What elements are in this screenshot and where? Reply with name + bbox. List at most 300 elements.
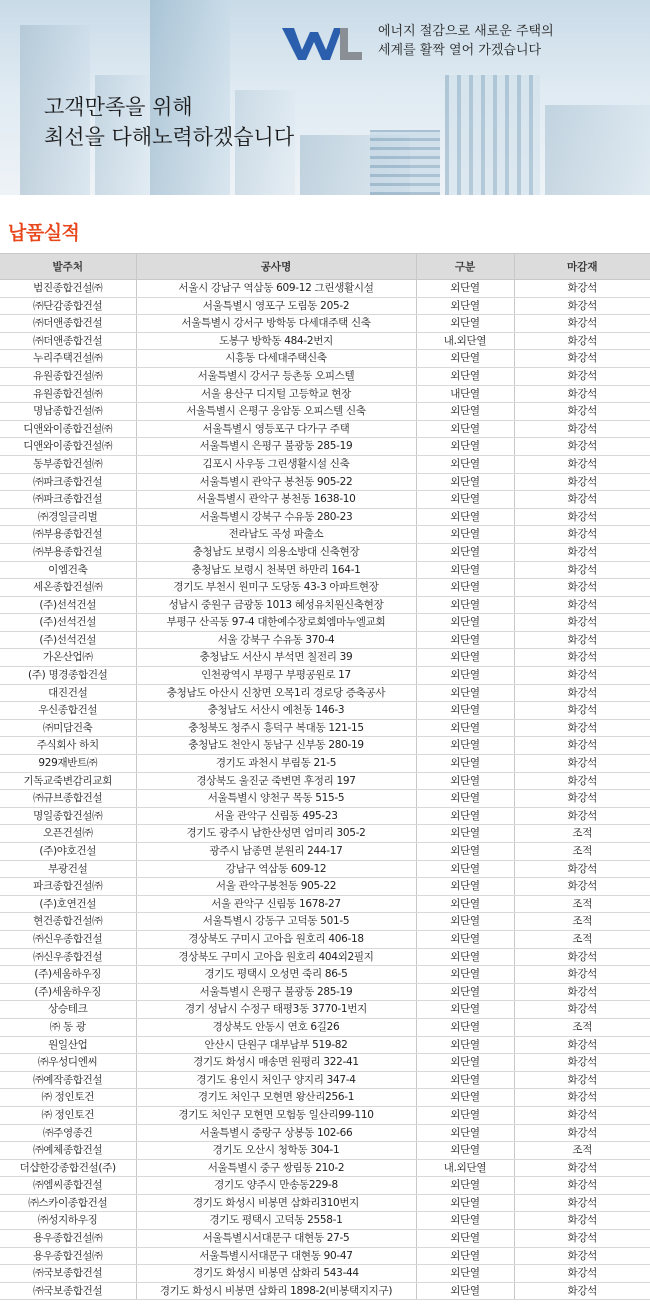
cell-project: 부평구 산곡동 97-4 대한예수장로회엠마누엘교회	[136, 614, 416, 632]
table-row	[0, 684, 650, 702]
cell-project: 서울특별시 강동구 고덕동 501-5	[136, 913, 416, 931]
table-row	[0, 526, 650, 544]
table-row	[0, 1282, 650, 1300]
cell-type: 외단열	[416, 1001, 514, 1019]
cell-type: 내.외단열	[416, 332, 514, 350]
cell-project: 강남구 역삼동 609-12	[136, 860, 416, 878]
cell-project: 경기도 처인구 모현면 왕산리256-1	[136, 1089, 416, 1107]
cell-type: 외단열	[416, 667, 514, 685]
cell-client: ㈜국보종합건설	[0, 1265, 136, 1283]
table-row	[0, 350, 650, 368]
cell-finish: 조적	[514, 913, 650, 931]
cell-type: 외단열	[416, 1177, 514, 1195]
table-row	[0, 1054, 650, 1072]
cell-project: 김포시 사우동 그린생활시설 신축	[136, 455, 416, 473]
cell-finish: 화강석	[514, 455, 650, 473]
cell-client: 기독교죽변감리교회	[0, 772, 136, 790]
table-body	[0, 280, 650, 1300]
building-graphic	[545, 105, 650, 195]
table-row	[0, 930, 650, 948]
table-row	[0, 878, 650, 896]
banner-slogan	[44, 92, 294, 152]
cell-finish: 조적	[514, 843, 650, 861]
cell-project: 서울특별시 은평구 불광동 285-19	[136, 983, 416, 1001]
cell-client: (주)세움하우징	[0, 966, 136, 984]
cell-client: ㈜파크종합건설	[0, 473, 136, 491]
cell-type: 외단열	[416, 930, 514, 948]
table-row	[0, 948, 650, 966]
delivery-record-table	[0, 253, 650, 1300]
cell-client: 부광건설	[0, 860, 136, 878]
cell-client: 이엠건축	[0, 561, 136, 579]
cell-type: 외단열	[416, 895, 514, 913]
cell-project: 경상북도 안동시 연호 6길26	[136, 1018, 416, 1036]
cell-finish: 화강석	[514, 491, 650, 509]
cell-type: 외단열	[416, 1106, 514, 1124]
slogan-line-2: 최선을 다해노력하겠습니다	[44, 125, 295, 149]
cell-project: 충청남도 아산시 신창면 오목1리 경로당 증축공사	[136, 684, 416, 702]
table-row	[0, 825, 650, 843]
tagline-line-1: 에너지 절감으로 새로운 주택의	[378, 24, 554, 39]
cell-finish: 화강석	[514, 702, 650, 720]
cell-finish: 조적	[514, 1018, 650, 1036]
cell-client: ㈜예작종합건설	[0, 1071, 136, 1089]
cell-project: 경기도 광주시 남한산성면 엄미리 305-2	[136, 825, 416, 843]
cell-finish: 화강석	[514, 438, 650, 456]
section-title: 납품실적	[8, 222, 80, 244]
cell-project: 서울특별시 중구 쌍림동 210-2	[136, 1159, 416, 1177]
cell-finish: 화강석	[514, 280, 650, 298]
table-row	[0, 755, 650, 773]
table-row	[0, 1036, 650, 1054]
cell-client: ㈜우성디엔씨	[0, 1054, 136, 1072]
table-row	[0, 667, 650, 685]
cell-project: 충청남도 천안시 동남구 신부동 280-19	[136, 737, 416, 755]
cell-type: 외단열	[416, 790, 514, 808]
table-row	[0, 913, 650, 931]
cell-type: 외단열	[416, 702, 514, 720]
cell-client: 디앤와이종합건설㈜	[0, 438, 136, 456]
cell-client: 범진종합건설㈜	[0, 280, 136, 298]
table-row	[0, 420, 650, 438]
cell-finish: 화강석	[514, 737, 650, 755]
table-row	[0, 860, 650, 878]
table-row	[0, 315, 650, 333]
table-row	[0, 1124, 650, 1142]
cell-project: 경기도 평택시 고덕동 2558-1	[136, 1212, 416, 1230]
cell-client: ㈜경일글리벌	[0, 508, 136, 526]
cell-finish: 화강석	[514, 860, 650, 878]
column-header-client: 발주처	[0, 254, 136, 280]
table-row	[0, 1071, 650, 1089]
table-row	[0, 403, 650, 421]
table-row	[0, 1159, 650, 1177]
cell-finish: 화강석	[514, 807, 650, 825]
cell-type: 외단열	[416, 1282, 514, 1300]
cell-project: 충청남도 보령시 천북면 하만리 164-1	[136, 561, 416, 579]
cell-type: 외단열	[416, 543, 514, 561]
cell-finish: 조적	[514, 930, 650, 948]
cell-type: 외단열	[416, 579, 514, 597]
table-row	[0, 649, 650, 667]
cell-project: 충청북도 청주시 흥덕구 복대동 121-15	[136, 719, 416, 737]
cell-client: ㈜파크종합건설	[0, 491, 136, 509]
company-logo	[280, 22, 362, 64]
cell-project: 경기도 오산시 청학동 304-1	[136, 1142, 416, 1160]
cell-finish: 화강석	[514, 983, 650, 1001]
cell-finish: 화강석	[514, 772, 650, 790]
table-row	[0, 790, 650, 808]
cell-client: (주)선석건설	[0, 614, 136, 632]
cell-client: ㈜더앤종합건설	[0, 315, 136, 333]
cell-project: 충청남도 서산시 부석면 칠전리 39	[136, 649, 416, 667]
table-row	[0, 1106, 650, 1124]
cell-project: 서울 관악구봉천동 905-22	[136, 878, 416, 896]
cell-finish: 화강석	[514, 614, 650, 632]
cell-finish: 화강석	[514, 1212, 650, 1230]
cell-finish: 화강석	[514, 1159, 650, 1177]
cell-finish: 화강석	[514, 508, 650, 526]
company-tagline	[378, 22, 554, 60]
cell-finish: 화강석	[514, 631, 650, 649]
hero-banner	[0, 0, 650, 195]
table-row	[0, 1194, 650, 1212]
cell-finish: 화강석	[514, 403, 650, 421]
cell-finish: 화강석	[514, 684, 650, 702]
cell-client: (주)선석건설	[0, 631, 136, 649]
cell-project: 충청남도 서산시 예천동 146-3	[136, 702, 416, 720]
table-row	[0, 966, 650, 984]
table-row	[0, 1212, 650, 1230]
cell-project: 서울 강북구 수유동 370-4	[136, 631, 416, 649]
cell-type: 외단열	[416, 561, 514, 579]
table-row	[0, 1018, 650, 1036]
table-row	[0, 1247, 650, 1265]
cell-finish: 화강석	[514, 297, 650, 315]
cell-client: ㈜부용종합건설	[0, 526, 136, 544]
cell-type: 외단열	[416, 860, 514, 878]
cell-client: ㈜부용종합건설	[0, 543, 136, 561]
cell-type: 외단열	[416, 280, 514, 298]
cell-type: 외단열	[416, 825, 514, 843]
cell-project: 충청남도 보령시 의용소방대 신축현장	[136, 543, 416, 561]
cell-type: 외단열	[416, 297, 514, 315]
cell-finish: 화강석	[514, 579, 650, 597]
cell-client: 파크종합건설㈜	[0, 878, 136, 896]
cell-finish: 화강석	[514, 755, 650, 773]
table-row	[0, 579, 650, 597]
cell-client: 유원종합건설㈜	[0, 385, 136, 403]
cell-project: 광주시 남종면 분원리 244-17	[136, 843, 416, 861]
cell-project: 경기도 화성시 비봉면 삼화리 1898-2(비봉택지지구)	[136, 1282, 416, 1300]
cell-project: 서울특별시 은평구 응암동 오피스텔 신축	[136, 403, 416, 421]
cell-finish: 화강석	[514, 878, 650, 896]
cell-type: 외단열	[416, 1142, 514, 1160]
cell-finish: 화강석	[514, 790, 650, 808]
cell-finish: 화강석	[514, 473, 650, 491]
cell-project: 경기도 부천시 원미구 도당동 43-3 아파트현장	[136, 579, 416, 597]
cell-project: 서울특별시 강북구 수유동 280-23	[136, 508, 416, 526]
cell-type: 외단열	[416, 719, 514, 737]
cell-project: 경상북도 구미시 고아읍 원호리 404외2필지	[136, 948, 416, 966]
cell-type: 외단열	[416, 1089, 514, 1107]
cell-type: 외단열	[416, 455, 514, 473]
cell-type: 외단열	[416, 755, 514, 773]
cell-finish: 화강석	[514, 1230, 650, 1248]
table-row	[0, 385, 650, 403]
cell-project: 시흥동 다세대주택신축	[136, 350, 416, 368]
cell-finish: 화강석	[514, 966, 650, 984]
column-header-project: 공사명	[136, 254, 416, 280]
table-row	[0, 561, 650, 579]
cell-finish: 화강석	[514, 315, 650, 333]
cell-project: 경기도 용인시 처인구 양지리 347-4	[136, 1071, 416, 1089]
cell-type: 내단열	[416, 385, 514, 403]
cell-type: 외단열	[416, 350, 514, 368]
cell-finish: 화강석	[514, 1282, 650, 1300]
cell-type: 외단열	[416, 1054, 514, 1072]
cell-client: 누리주택건설㈜	[0, 350, 136, 368]
cell-client: 명일종합건설㈜	[0, 807, 136, 825]
cell-project: 성남시 중원구 금광동 1013 혜성유치원신축현장	[136, 596, 416, 614]
cell-type: 외단열	[416, 983, 514, 1001]
cell-client: 주식회사 하치	[0, 737, 136, 755]
cell-type: 내.외단열	[416, 1159, 514, 1177]
table-row	[0, 1265, 650, 1283]
cell-client: 상승테크	[0, 1001, 136, 1019]
cell-type: 외단열	[416, 966, 514, 984]
cell-client: 동부종합건설㈜	[0, 455, 136, 473]
cell-type: 외단열	[416, 843, 514, 861]
cell-client: 유원종합건설㈜	[0, 367, 136, 385]
table-row	[0, 614, 650, 632]
cell-client: (주)선석건설	[0, 596, 136, 614]
cell-client: 세온종합건설㈜	[0, 579, 136, 597]
cell-project: 서울특별시 중랑구 상봉동 102-66	[136, 1124, 416, 1142]
cell-type: 외단열	[416, 649, 514, 667]
table-row	[0, 983, 650, 1001]
cell-project: 서울시 강남구 역삼동 609-12 그린생활시설	[136, 280, 416, 298]
cell-type: 외단열	[416, 1124, 514, 1142]
cell-client: ㈜단감종합건설	[0, 297, 136, 315]
cell-project: 경기도 화성시 매송면 원평리 322-41	[136, 1054, 416, 1072]
cell-finish: 화강석	[514, 561, 650, 579]
cell-finish: 화강석	[514, 948, 650, 966]
cell-finish: 화강석	[514, 1001, 650, 1019]
cell-client: 우신종합건설	[0, 702, 136, 720]
cell-finish: 화강석	[514, 1036, 650, 1054]
column-header-type: 구분	[416, 254, 514, 280]
table-row	[0, 1142, 650, 1160]
table-row	[0, 1001, 650, 1019]
table-row	[0, 508, 650, 526]
cell-project: 경상북도 울진군 죽변면 후정리 197	[136, 772, 416, 790]
cell-client: ㈜예체종합건설	[0, 1142, 136, 1160]
cell-type: 외단열	[416, 1194, 514, 1212]
cell-type: 외단열	[416, 403, 514, 421]
table-row	[0, 438, 650, 456]
cell-finish: 화강석	[514, 719, 650, 737]
cell-client: (주)야호건설	[0, 843, 136, 861]
cell-finish: 화강석	[514, 1177, 650, 1195]
cell-client: ㈜주영종건	[0, 1124, 136, 1142]
cell-finish: 화강석	[514, 420, 650, 438]
table-row	[0, 843, 650, 861]
cell-type: 외단열	[416, 684, 514, 702]
cell-finish: 화강석	[514, 543, 650, 561]
table-row	[0, 719, 650, 737]
cell-project: 서울특별시서대문구 대현동 90-47	[136, 1247, 416, 1265]
cell-finish: 조적	[514, 825, 650, 843]
cell-project: 서울 용산구 디지털 고등학교 현장	[136, 385, 416, 403]
cell-type: 외단열	[416, 772, 514, 790]
cell-client: ㈜성지하우징	[0, 1212, 136, 1230]
table-row	[0, 367, 650, 385]
cell-client: ㈜신우종합건설	[0, 948, 136, 966]
cell-project: 경기도 처인구 모현면 모험동 일산리99-110	[136, 1106, 416, 1124]
cell-client: 929재반트㈜	[0, 755, 136, 773]
cell-client: 용우종합건설㈜	[0, 1247, 136, 1265]
cell-project: 서울특별시 은평구 불광동 285-19	[136, 438, 416, 456]
cell-type: 외단열	[416, 420, 514, 438]
cell-client: ㈜ 정인토건	[0, 1089, 136, 1107]
cell-type: 외단열	[416, 367, 514, 385]
cell-client: ㈜국보종합건설	[0, 1282, 136, 1300]
cell-finish: 화강석	[514, 526, 650, 544]
cell-type: 외단열	[416, 807, 514, 825]
cell-type: 외단열	[416, 315, 514, 333]
cell-client: 더샵한강종합건설(주)	[0, 1159, 136, 1177]
cell-type: 외단열	[416, 614, 514, 632]
cell-finish: 조적	[514, 895, 650, 913]
cell-client: (주) 명경종합건설	[0, 667, 136, 685]
cell-client: ㈜ 정인토건	[0, 1106, 136, 1124]
cell-type: 외단열	[416, 948, 514, 966]
cell-client: (주)호연건설	[0, 895, 136, 913]
cell-project: 경상북도 구미시 고아읍 원호리 406-18	[136, 930, 416, 948]
slogan-line-1: 고객만족을 위해	[44, 95, 193, 119]
building-graphic	[445, 75, 540, 195]
cell-client: 가온산업㈜	[0, 649, 136, 667]
table-row	[0, 596, 650, 614]
cell-project: 서울특별시 양천구 목동 515-5	[136, 790, 416, 808]
cell-type: 외단열	[416, 491, 514, 509]
cell-finish: 화강석	[514, 649, 650, 667]
cell-finish: 화강석	[514, 1124, 650, 1142]
cell-type: 외단열	[416, 878, 514, 896]
table-row	[0, 543, 650, 561]
cell-project: 경기도 양주시 만송동229-8	[136, 1177, 416, 1195]
table-row	[0, 807, 650, 825]
cell-project: 도봉구 방학동 484-2번지	[136, 332, 416, 350]
cell-client: 대진건설	[0, 684, 136, 702]
tagline-line-2: 세계를 활짝 열어 가겠습니다	[378, 43, 542, 58]
cell-finish: 화강석	[514, 367, 650, 385]
table-row	[0, 772, 650, 790]
cell-type: 외단열	[416, 1071, 514, 1089]
cell-finish: 화강석	[514, 1071, 650, 1089]
cell-finish: 화강석	[514, 1054, 650, 1072]
cell-client: ㈜더앤종합건설	[0, 332, 136, 350]
cell-project: 서울 관악구 신림동 1678-27	[136, 895, 416, 913]
cell-type: 외단열	[416, 631, 514, 649]
cell-project: 경기도 과천시 부림동 21-5	[136, 755, 416, 773]
table-row	[0, 1089, 650, 1107]
cell-client: 현건종합건설㈜	[0, 913, 136, 931]
cell-type: 외단열	[416, 1036, 514, 1054]
cell-type: 외단열	[416, 737, 514, 755]
table-row	[0, 491, 650, 509]
cell-type: 외단열	[416, 1230, 514, 1248]
cell-client: ㈜엠씨종합건설	[0, 1177, 136, 1195]
cell-project: 경기 성남시 수정구 태평3동 3770-1번지	[136, 1001, 416, 1019]
cell-finish: 화강석	[514, 1106, 650, 1124]
cell-client: (주)세움하우징	[0, 983, 136, 1001]
cell-type: 외단열	[416, 508, 514, 526]
cell-client: 오픈건설㈜	[0, 825, 136, 843]
cell-finish: 화강석	[514, 385, 650, 403]
cell-project: 경기도 화성시 비봉면 삼화리 543-44	[136, 1265, 416, 1283]
cell-client: 원일산업	[0, 1036, 136, 1054]
cell-type: 외단열	[416, 1247, 514, 1265]
cell-finish: 화강석	[514, 596, 650, 614]
cell-project: 서울특별시 강서구 방학동 다세대주택 신축	[136, 315, 416, 333]
cell-client: ㈜미담건축	[0, 719, 136, 737]
cell-project: 서울특별시 관악구 봉천동 1638-10	[136, 491, 416, 509]
cell-finish: 화강석	[514, 1194, 650, 1212]
cell-project: 서울특별시 관악구 봉천동 905-22	[136, 473, 416, 491]
cell-client: ㈜신우종합건설	[0, 930, 136, 948]
cell-finish: 조적	[514, 1142, 650, 1160]
column-header-finish: 마감재	[514, 254, 650, 280]
cell-project: 전라남도 곡성 파출소	[136, 526, 416, 544]
cell-project: 서울 관악구 신림동 495-23	[136, 807, 416, 825]
cell-client: 디앤와이종합건설㈜	[0, 420, 136, 438]
table-row	[0, 737, 650, 755]
table-row	[0, 702, 650, 720]
cell-project: 서울특별시 영등포구 다가구 주택	[136, 420, 416, 438]
cell-finish: 화강석	[514, 332, 650, 350]
table-row	[0, 631, 650, 649]
cell-finish: 화강석	[514, 1265, 650, 1283]
table-row	[0, 1230, 650, 1248]
table-row	[0, 455, 650, 473]
table-header-row	[0, 254, 650, 280]
cell-project: 경기도 화성시 비봉면 삼화리310번지	[136, 1194, 416, 1212]
table-row	[0, 297, 650, 315]
cell-project: 인천광역시 부평구 부평공원로 17	[136, 667, 416, 685]
table-row	[0, 280, 650, 298]
cell-project: 서울특별시서대문구 대현동 27-5	[136, 1230, 416, 1248]
cell-project: 서울특별시 강서구 등촌동 오피스텔	[136, 367, 416, 385]
cell-type: 외단열	[416, 473, 514, 491]
cell-client: 명남종합건설㈜	[0, 403, 136, 421]
cell-finish: 화강석	[514, 350, 650, 368]
cell-type: 외단열	[416, 1265, 514, 1283]
cell-type: 외단열	[416, 913, 514, 931]
cell-type: 외단열	[416, 1212, 514, 1230]
table-row	[0, 332, 650, 350]
table-row	[0, 473, 650, 491]
cell-project: 안산시 단원구 대부남부 519-82	[136, 1036, 416, 1054]
cell-finish: 화강석	[514, 1089, 650, 1107]
cell-type: 외단열	[416, 438, 514, 456]
building-graphic	[370, 130, 440, 195]
cell-project: 경기도 평택시 오성면 죽리 86-5	[136, 966, 416, 984]
cell-client: 용우종합건설㈜	[0, 1230, 136, 1248]
cell-type: 외단열	[416, 596, 514, 614]
cell-project: 서울특별시 영포구 도림동 205-2	[136, 297, 416, 315]
